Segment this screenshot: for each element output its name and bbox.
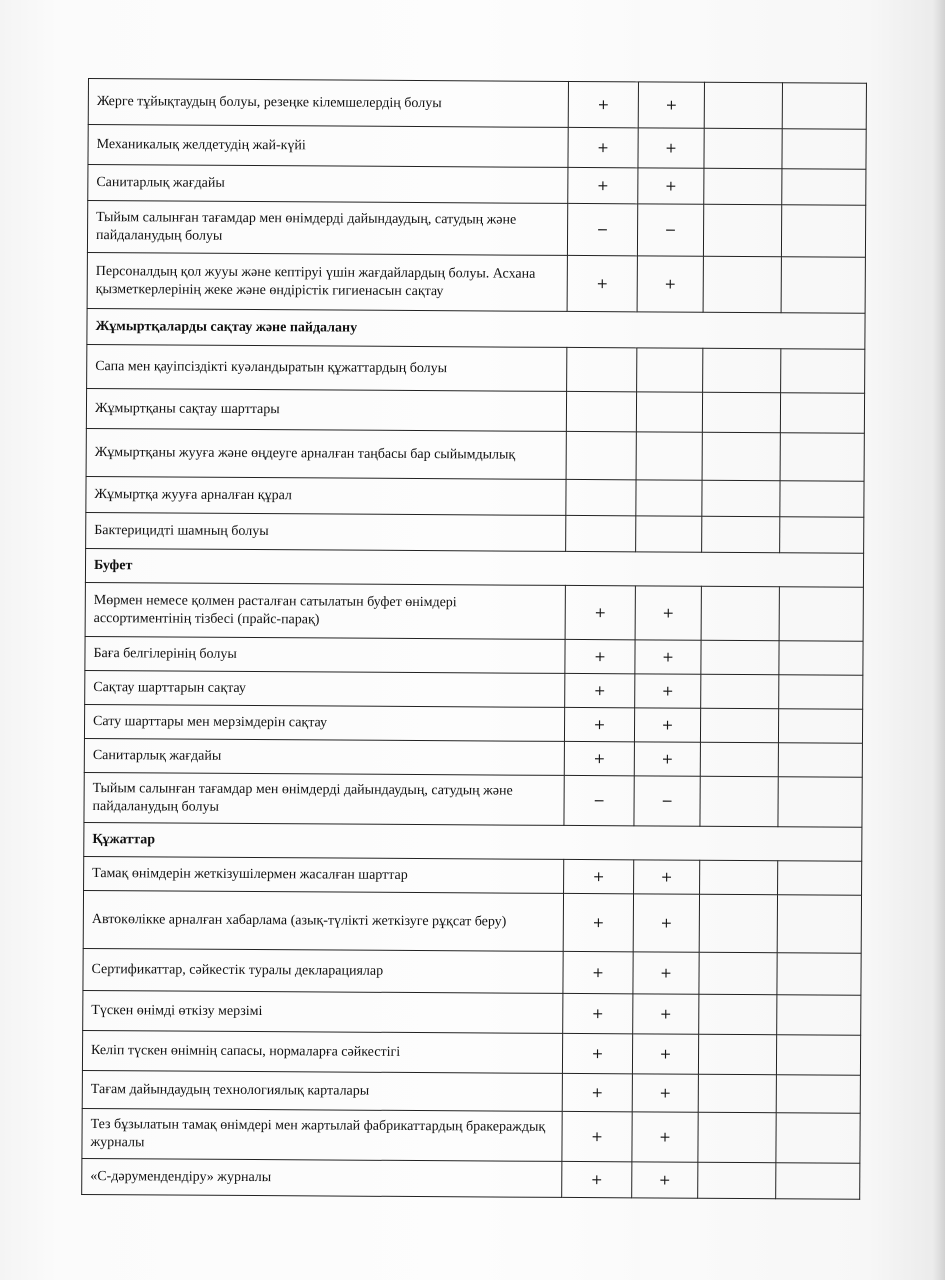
empty-cell-col3 (699, 952, 777, 994)
empty-cell-col3 (700, 776, 778, 826)
requirement-label: Тыйым салынған тағамдар мен өнімдерді дайындаудың, сатудың және пайдаланудың болуы (84, 772, 564, 825)
empty-cell-col4 (779, 675, 863, 710)
requirement-label: Келіп түскен өнімнің сапасы, нормаларға сәйкестігі (82, 1030, 562, 1073)
checklist-row (82, 1108, 860, 1163)
mark-cell-col2: − (637, 204, 703, 256)
mark-cell-col1: + (564, 741, 634, 775)
requirement-label: Тамақ өнімдерін жеткізушілермен жасалған шарттар (84, 856, 564, 893)
mark-cell-col1: + (568, 127, 638, 167)
checklist-row (87, 344, 865, 393)
mark-cell-col1: + (563, 951, 633, 993)
empty-cell-col3 (702, 516, 780, 552)
empty-cell-col4 (778, 777, 862, 828)
empty-cell-col4 (776, 1075, 860, 1114)
requirement-label: Жұмыртқаны жууға және өңдеуге арналған таңбасы бар сыйымдылық (86, 428, 566, 479)
mark-cell-col2: + (634, 708, 700, 742)
empty-cell-col4 (782, 83, 866, 130)
requirement-label: Баға белгілерінің болуы (85, 636, 565, 673)
mark-cell-col1: − (567, 203, 637, 255)
requirement-label: Мөрмен немесе қолмен расталған сатылатын буфет өнімдері ассортиментінің тізбесі (прайс-парақ) (85, 582, 565, 639)
checklist-row (87, 252, 865, 313)
empty-cell-col4 (780, 433, 864, 482)
empty-cell-col3 (704, 128, 782, 168)
mark-cell-col1 (567, 347, 637, 391)
mark-cell-col2: + (637, 256, 703, 312)
checklist-row (88, 79, 866, 130)
mark-cell-col1: + (565, 585, 635, 639)
mark-cell-col1: + (562, 1073, 632, 1111)
requirement-label: Персоналдың қол жууы және кептіруі үшін жағдайлардың болуы. Асхана қызметкерлерінің жеке және өндірістік гигиенасын сақтау (87, 252, 567, 311)
mark-cell-col2: + (638, 168, 704, 204)
empty-cell-col4 (776, 1113, 860, 1164)
mark-cell-col2: − (634, 776, 700, 826)
empty-cell-col3 (698, 1162, 776, 1198)
empty-cell-col4 (780, 517, 864, 554)
requirement-label: Жерге тұйықтаудың болуы, резеңке кілемшелердің болуы (88, 79, 568, 128)
page-edge-shadow (933, 0, 945, 1280)
mark-cell-col2 (636, 480, 702, 516)
empty-cell-col4 (782, 129, 866, 170)
requirement-label: Жұмыртқа жууға арналған құрал (86, 476, 566, 515)
requirement-label: Тыйым салынған тағамдар мен өнімдерді дайындаудың, сатудың және пайдаланудың болуы (87, 201, 567, 256)
empty-cell-col4 (781, 205, 865, 258)
empty-cell-col3 (700, 860, 778, 894)
mark-cell-col1: + (563, 893, 633, 951)
empty-cell-col3 (702, 480, 780, 516)
empty-cell-col4 (778, 861, 862, 896)
checklist-row (84, 856, 862, 895)
checklist-row (83, 890, 861, 953)
mark-cell-col2: + (632, 1162, 698, 1198)
empty-cell-col3 (703, 348, 781, 392)
checklist-row (86, 512, 864, 553)
mark-cell-col1 (566, 431, 636, 479)
checklist-row (85, 582, 863, 641)
empty-cell-col4 (776, 1035, 860, 1076)
section-header-row (87, 308, 865, 349)
empty-cell-col3 (704, 168, 782, 204)
empty-cell-col3 (703, 204, 781, 256)
inspection-checklist (81, 78, 866, 1193)
empty-cell-col4 (777, 953, 861, 996)
checklist-row (87, 201, 865, 258)
empty-cell-col4 (777, 895, 861, 954)
mark-cell-col2: + (635, 674, 701, 708)
empty-cell-col3 (703, 256, 781, 312)
empty-cell-col3 (698, 1074, 776, 1112)
requirement-label: Санитарлық жағдайы (84, 738, 564, 775)
mark-cell-col2: + (634, 860, 700, 894)
mark-cell-col2 (636, 392, 702, 432)
section-title: Құжаттар (84, 822, 862, 861)
requirement-label: Сапа мен қауіпсіздікті куәландыратын құжаттардың болуы (87, 344, 567, 391)
empty-cell-col3 (700, 742, 778, 776)
section-header-row (84, 822, 862, 861)
requirement-label: Түскен өнімді өткізу мерзімі (83, 990, 563, 1033)
mark-cell-col1: + (562, 1033, 632, 1073)
mark-cell-col1: + (567, 255, 637, 311)
checklist-row (85, 636, 863, 675)
mark-cell-col2: + (638, 82, 704, 128)
mark-cell-col1: + (565, 673, 635, 707)
checklist-row (88, 125, 866, 170)
checklist-row (84, 704, 862, 743)
checklist-row (83, 948, 861, 995)
mark-cell-col1 (566, 391, 636, 431)
mark-cell-col1 (566, 515, 636, 551)
mark-cell-col1: + (565, 639, 635, 673)
empty-cell-col4 (780, 481, 864, 518)
mark-cell-col1: + (564, 859, 634, 893)
mark-cell-col2 (636, 516, 702, 552)
empty-cell-col3 (701, 640, 779, 674)
section-title: Жұмыртқаларды сақтау және пайдалану (87, 308, 865, 349)
checklist-row (82, 1030, 860, 1075)
mark-cell-col1: + (562, 1111, 632, 1161)
section-header-row (85, 548, 863, 587)
requirement-label: Сату шарттары мен мерзімдерін сақтау (84, 704, 564, 741)
requirement-label: Тағам дайындаудың технологиялық карталары (82, 1070, 562, 1111)
empty-cell-col3 (698, 1112, 776, 1162)
requirement-label: Автокөлікке арналған хабарлама (азық-түлікті жеткізуге рұқсат беру) (83, 890, 563, 951)
checklist-row (85, 670, 863, 709)
mark-cell-col2: + (632, 1034, 698, 1074)
checklist-table (81, 78, 867, 1200)
checklist-row (86, 388, 864, 433)
checklist-row (82, 1158, 860, 1199)
empty-cell-col3 (704, 82, 782, 128)
requirement-label: Жұмыртқаны сақтау шарттары (86, 388, 566, 431)
mark-cell-col1 (566, 479, 636, 515)
mark-cell-col2 (636, 432, 702, 480)
empty-cell-col4 (781, 349, 865, 394)
empty-cell-col3 (700, 708, 778, 742)
empty-cell-col4 (777, 995, 861, 1036)
mark-cell-col2: + (632, 1112, 698, 1162)
checklist-row (86, 428, 864, 481)
empty-cell-col4 (782, 169, 866, 206)
mark-cell-col2: + (633, 894, 699, 952)
requirement-label: Тез бұзылатын тамақ өнімдері мен жартылай фабрикаттардың бракераждық журналы (82, 1108, 562, 1161)
empty-cell-col3 (702, 432, 780, 480)
empty-cell-col4 (778, 743, 862, 778)
mark-cell-col2: + (633, 952, 699, 994)
mark-cell-col2 (637, 348, 703, 392)
checklist-row (86, 476, 864, 517)
mark-cell-col2: + (635, 586, 701, 640)
requirement-label: Санитарлық жағдайы (88, 165, 568, 204)
mark-cell-col2: + (638, 128, 704, 168)
empty-cell-col3 (699, 994, 777, 1034)
checklist-row (88, 165, 866, 206)
mark-cell-col1: + (563, 993, 633, 1033)
requirement-label: Сертификаттар, сәйкестік туралы декларациялар (83, 948, 563, 993)
checklist-row (83, 990, 861, 1035)
mark-cell-col1: + (568, 81, 638, 127)
checklist-row (84, 738, 862, 777)
mark-cell-col1: + (562, 1161, 632, 1197)
requirement-label: Бактерицидті шамның болуы (86, 512, 566, 551)
empty-cell-col4 (781, 257, 865, 314)
checklist-rows (82, 79, 867, 1200)
empty-cell-col3 (701, 586, 779, 640)
mark-cell-col1: + (568, 167, 638, 203)
checklist-row (84, 772, 862, 827)
empty-cell-col3 (699, 894, 777, 952)
checklist-row (82, 1070, 860, 1113)
empty-cell-col3 (698, 1034, 776, 1074)
empty-cell-col4 (779, 641, 863, 676)
mark-cell-col1: + (564, 707, 634, 741)
requirement-label: Механикалық желдетудің жай-күйі (88, 125, 568, 168)
empty-cell-col4 (776, 1163, 860, 1200)
empty-cell-col3 (702, 392, 780, 432)
requirement-label: «С-дәрумендендіру» журналы (82, 1158, 562, 1197)
empty-cell-col4 (778, 709, 862, 744)
requirement-label: Сақтау шарттарын сақтау (85, 670, 565, 707)
mark-cell-col2: + (633, 994, 699, 1034)
empty-cell-col4 (780, 393, 864, 434)
mark-cell-col2: + (635, 640, 701, 674)
empty-cell-col4 (779, 587, 863, 642)
mark-cell-col2: + (632, 1074, 698, 1112)
empty-cell-col3 (701, 674, 779, 708)
mark-cell-col2: + (634, 742, 700, 776)
mark-cell-col1: − (564, 775, 634, 825)
section-title: Буфет (85, 548, 863, 587)
